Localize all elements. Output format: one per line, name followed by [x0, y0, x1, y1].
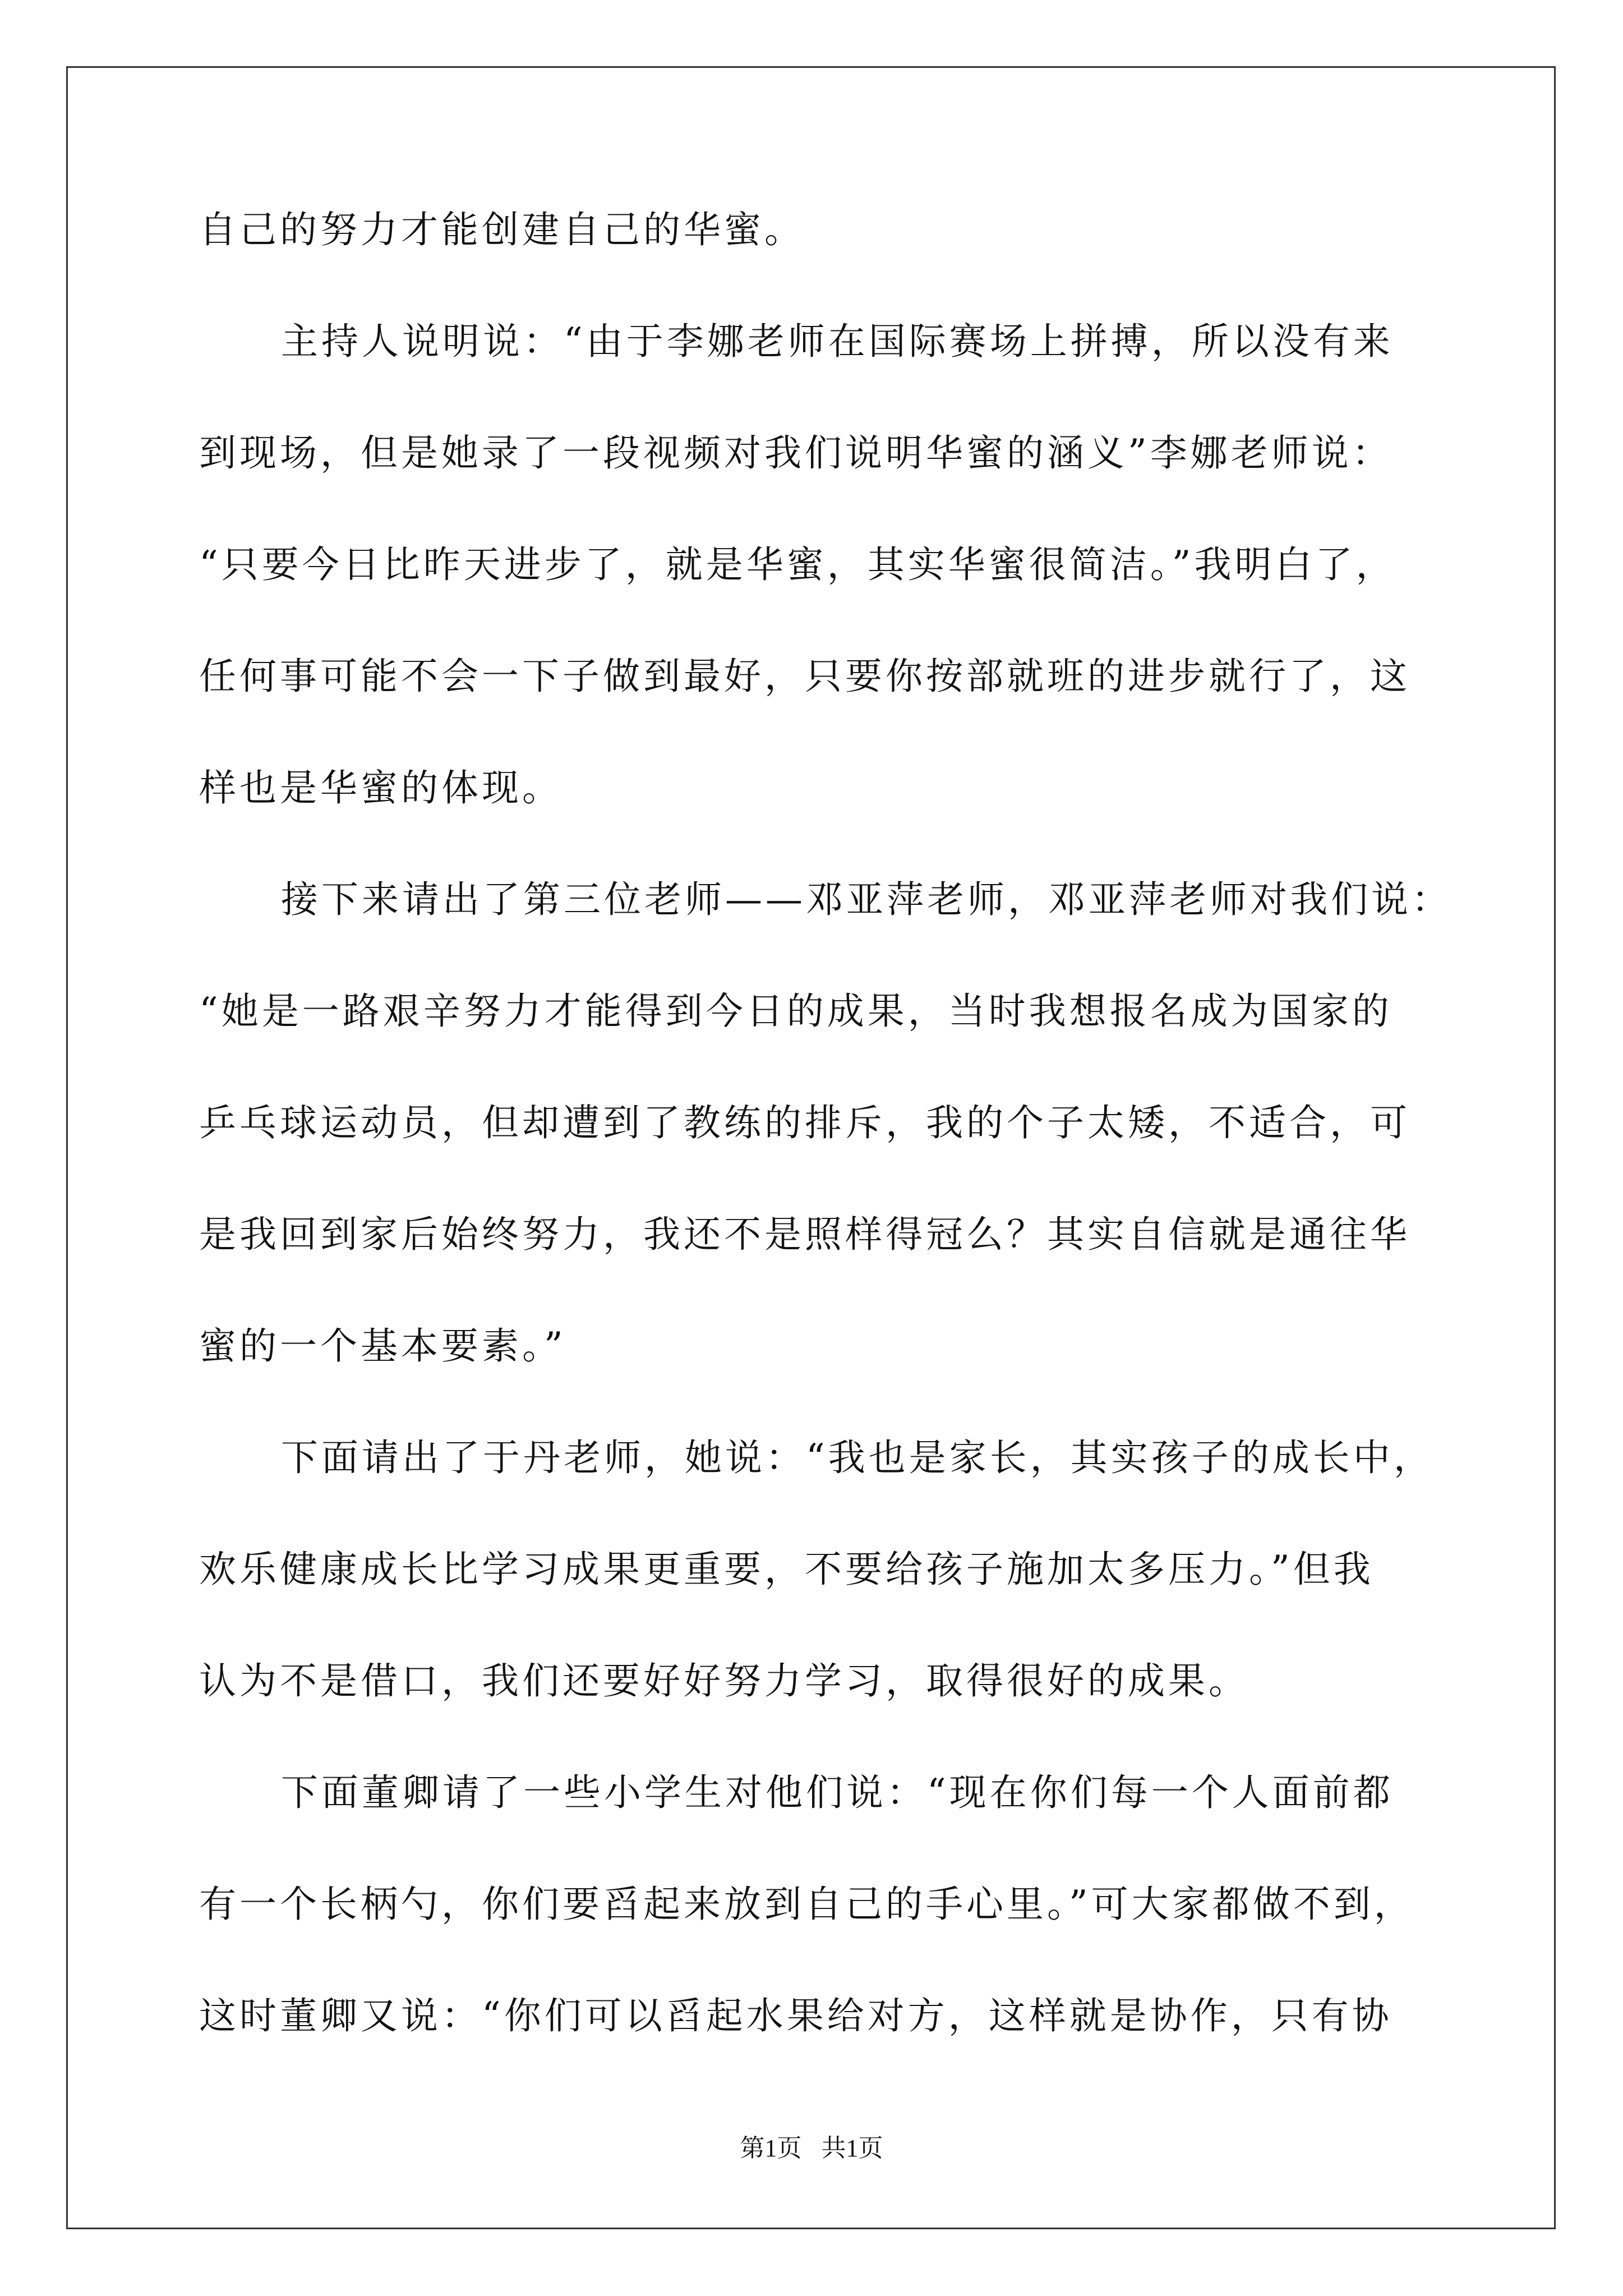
- text-line: “她是一路艰辛努力才能得到今日的成果，当时我想报名成为国家的: [199, 990, 1393, 1033]
- text-line: 这时董卿又说：“你们可以舀起水果给对方，这样就是协作，只有协: [199, 1994, 1393, 2037]
- text-line: 到现场，但是她录了一段视频对我们说明华蜜的涵义”李娜老师说：: [199, 431, 1393, 475]
- text-line: 下面董卿请了一些小学生对他们说：“现在你们每一个人面前都: [281, 1771, 1394, 1814]
- page-footer: [0, 2132, 1623, 2165]
- text-line: “只要今日比昨天进步了，就是华蜜，其实华蜜很简洁。”我明白了，: [199, 543, 1396, 586]
- text-line: 是我回到家后始终努力，我还不是照样得冠么？其实自信就是通往华: [199, 1213, 1410, 1256]
- text-line: 下面请出了于丹老师，她说：“我也是家长，其实孩子的成长中，: [281, 1436, 1434, 1479]
- text-line: 认为不是借口，我们还要好好努力学习，取得很好的成果。: [199, 1659, 1249, 1703]
- text-line: 蜜的一个基本要素。”: [199, 1324, 566, 1368]
- text-line: 主持人说明说：“由于李娜老师在国际赛场上拼搏，所以没有来: [281, 320, 1394, 363]
- text-line: 欢乐健康成长比学习成果更重要，不要给孩子施加太多压力。”但我: [199, 1548, 1374, 1591]
- page-number-total: 共1页: [821, 2134, 883, 2162]
- text-line: 样也是华蜜的体现。: [199, 766, 562, 809]
- text-line: 接下来请出了第三位老师——邓亚萍老师，邓亚萍老师对我们说：: [281, 878, 1452, 921]
- document-body: [199, 208, 1452, 2105]
- text-line: 有一个长柄勺，你们要舀起来放到自己的手心里。”可大家都做不到，: [199, 1883, 1414, 1926]
- text-line: 任何事可能不会一下子做到最好，只要你按部就班的进步就行了，这: [199, 655, 1410, 698]
- text-line: 自己的努力才能创建自己的华蜜。: [199, 208, 805, 251]
- text-line: 乒乓球运动员，但却遭到了教练的排斥，我的个子太矮，不适合，可: [199, 1101, 1410, 1144]
- page-number-current: 第1页: [740, 2134, 802, 2162]
